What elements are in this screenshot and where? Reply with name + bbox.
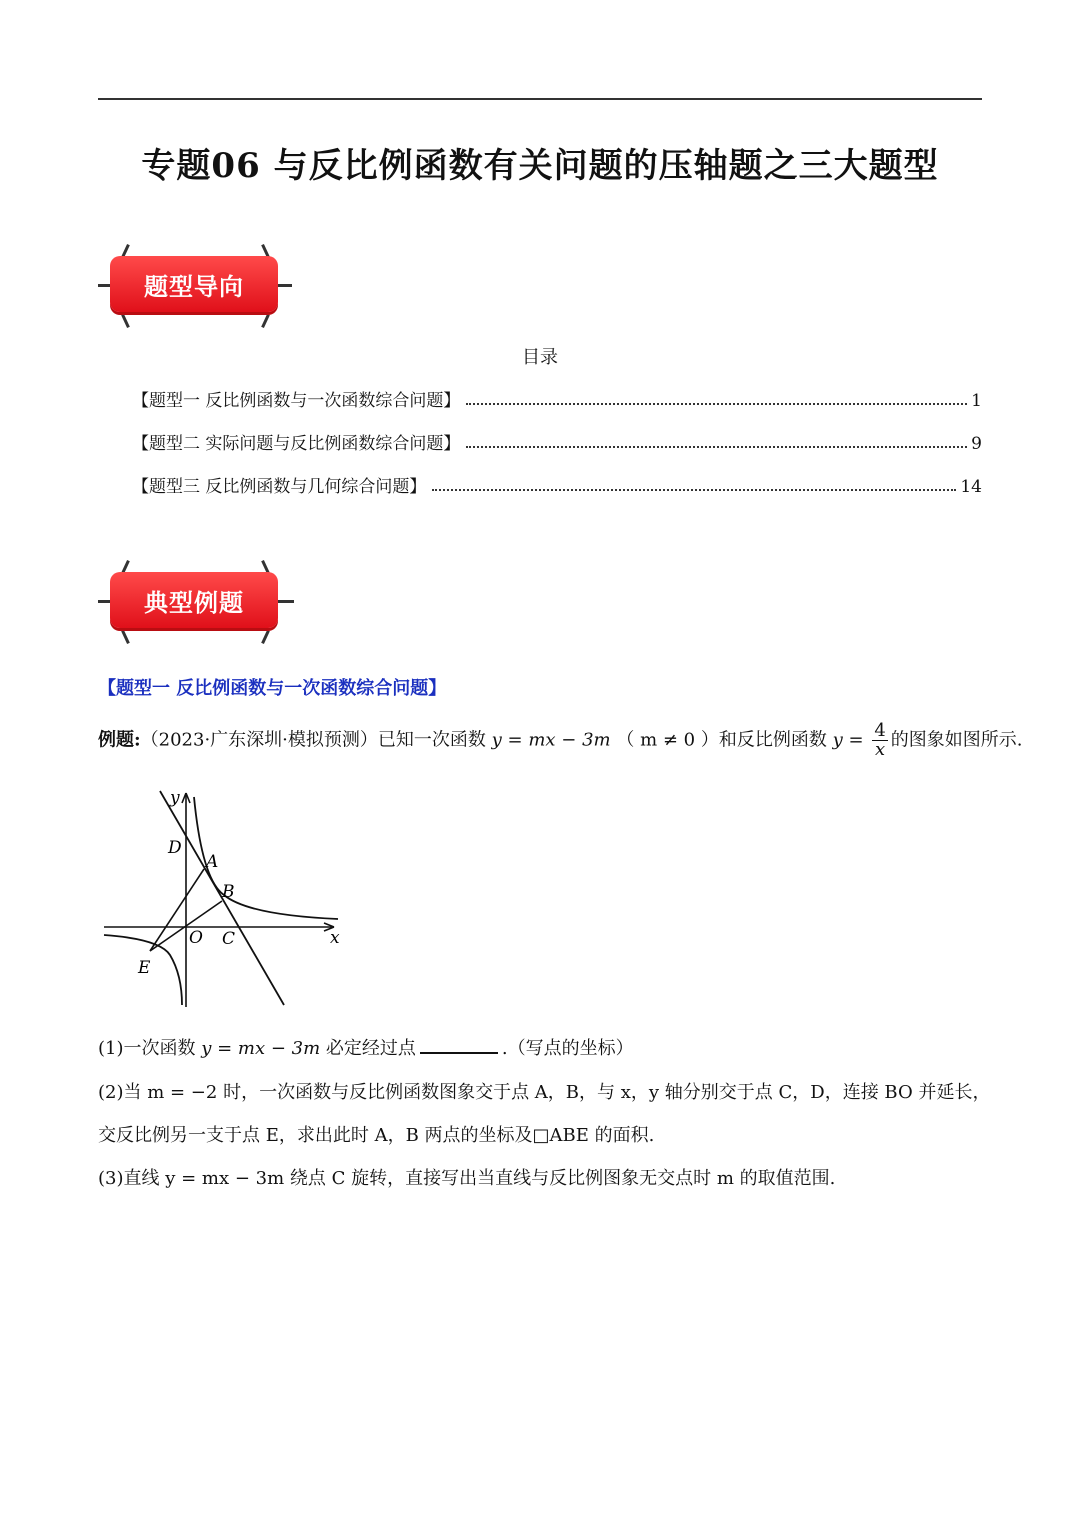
example-statement — [98, 720, 1023, 760]
question-1 — [98, 1034, 634, 1060]
q1-suffix: .（写点的坐标） — [501, 1038, 634, 1059]
fraction-denominator: x — [874, 739, 886, 760]
label-E: E — [138, 958, 151, 978]
question-3: (3)直线 y = mx − 3m 绕点 C 旋转，直接写出当直线与反比例图象无交点时 m 的取值范围. — [98, 1168, 836, 1189]
toc-item-label: 【题型二 实际问题与反比例函数综合问题】 — [132, 434, 461, 454]
badge-tick — [121, 630, 130, 644]
fraction-numerator: 4 — [874, 720, 886, 741]
question-2-line-2: 交反比例另一支于点 E，求出此时 A，B 两点的坐标及□ABE 的面积. — [98, 1125, 655, 1146]
toc-leader — [432, 489, 956, 491]
badge-tick — [261, 314, 270, 328]
page-title: 专题06 与反比例函数有关问题的压轴题之三大题型 — [141, 146, 939, 186]
toc-item-page: 14 — [960, 477, 982, 497]
toc-item-page: 9 — [971, 434, 982, 454]
toc-title: 目录 — [522, 347, 558, 368]
example-linear-eq: y = mx − 3m — [491, 729, 611, 751]
label-D: D — [168, 838, 182, 858]
toc-item-label: 【题型三 反比例函数与几何综合问题】 — [132, 477, 427, 497]
q1-answer-blank[interactable] — [420, 1036, 498, 1054]
badge-line-right — [276, 284, 292, 287]
label-A: A — [206, 852, 219, 872]
label-y: y — [170, 788, 180, 808]
badge-guide: 题型导向 — [110, 256, 278, 312]
badge-examples: 典型例题 — [110, 572, 278, 628]
toc-leader — [466, 446, 967, 448]
badge-guide-wrap — [98, 248, 298, 328]
inverse-fraction — [872, 722, 887, 759]
toc-item-label: 【题型一 反比例函数与一次函数综合问题】 — [132, 391, 461, 411]
q1-equation: y = mx − 3m — [201, 1038, 321, 1059]
badge-tick — [121, 314, 130, 328]
badge-tick — [261, 630, 270, 644]
label-x: x — [330, 928, 340, 948]
label-C: C — [222, 929, 236, 949]
label-O: O — [189, 928, 203, 948]
toc-item[interactable] — [132, 385, 982, 411]
toc-item[interactable] — [132, 471, 982, 497]
example-inverse-lhs: y = — [832, 729, 864, 751]
example-source: （2023·广东深圳·模拟预测）已知一次函数 — [140, 729, 486, 751]
q1-mid: 必定经过点 — [320, 1038, 416, 1059]
badge-line-right — [276, 600, 294, 603]
label-B: B — [222, 882, 235, 902]
badge-examples-wrap — [98, 564, 298, 644]
question-2-line-1: (2)当 m = −2 时，一次函数与反比例函数图象交于点 A，B，与 x，y 轴分别交于点 C，D，连接 BO 并延长， — [98, 1082, 991, 1103]
function-graph-figure — [98, 785, 358, 1015]
section-heading: 【题型一 反比例函数与一次函数综合问题】 — [98, 678, 447, 699]
example-tail: 的图象如图所示. — [890, 729, 1023, 751]
toc-leader — [466, 403, 967, 405]
toc-item[interactable] — [132, 428, 982, 454]
example-cond: （ m ≠ 0 ）和反比例函数 — [616, 729, 827, 751]
example-lead: 例题: — [98, 729, 141, 751]
toc-item-page: 1 — [971, 391, 982, 411]
top-rule — [98, 98, 982, 100]
q1-prefix: (1)一次函数 — [98, 1038, 202, 1059]
